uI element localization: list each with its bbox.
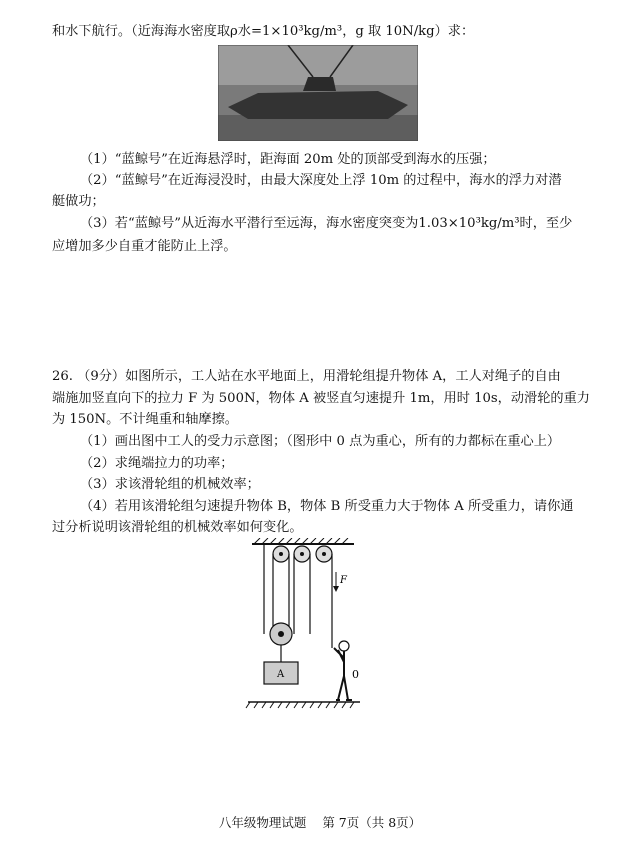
- q25-part-1: （1）“蓝鲸号”在近海悬浮时，距海面 20m 处的顶部受到海水的压强；: [80, 152, 496, 167]
- q26-line-1: 26. （9分）如图所示，工人站在水平地面上，用滑轮组提升物体 A，工人对绳子的自由: [52, 369, 561, 384]
- footer-title: 八年级物理试题: [218, 815, 307, 830]
- q25-part-2-cont: 艇做功；: [52, 194, 105, 209]
- q26-line-2: 端施加竖直向下的拉力 F 为 500N，物体 A 被竖直匀速提升 1m，用时 10s，动滑轮的重力: [52, 391, 590, 406]
- force-label: F: [340, 575, 347, 586]
- page-footer: [0, 813, 640, 831]
- q26-part-2: （2）求绳端拉力的功率；: [80, 456, 234, 471]
- submarine-photo: [218, 45, 418, 141]
- center-label: 0: [352, 668, 359, 681]
- q26-part-1: （1）画出图中工人的受力示意图；（图形中 0 点为重心，所有的力都标在重心上）: [80, 434, 561, 449]
- q26-part-4: （4）若用该滑轮组匀速提升物体 B，物体 B 所受重力大于物体 A 所受重力，请你通: [80, 499, 574, 514]
- q26-line-3: 为 150N。不计绳重和轴摩擦。: [52, 412, 238, 427]
- footer-page: 第 7页（共 8页）: [322, 815, 422, 830]
- q26-part-3: （3）求该滑轮组的机械效率；: [80, 477, 260, 492]
- q25-intro: 和水下航行。（近海海水密度取ρ水=1×10³kg/m³，g 取 10N/kg）求：: [52, 24, 475, 39]
- q25-part-3: （3）若“蓝鲸号”从近海水平潜行至远海，海水密度突变为1.03×10³kg/m³时，至少: [80, 216, 573, 231]
- q25-part-2: （2）“蓝鲸号”在近海浸没时，由最大深度处上浮 10m 的过程中，海水的浮力对潜: [80, 173, 562, 188]
- q26-last-line: 过分析说明该滑轮组的机械效率如何变化。: [52, 520, 303, 535]
- q25-part-3-cont: 应增加多少自重才能防止上浮。: [52, 239, 237, 254]
- block-label: A: [277, 669, 285, 680]
- pulley-diagram: [244, 538, 364, 710]
